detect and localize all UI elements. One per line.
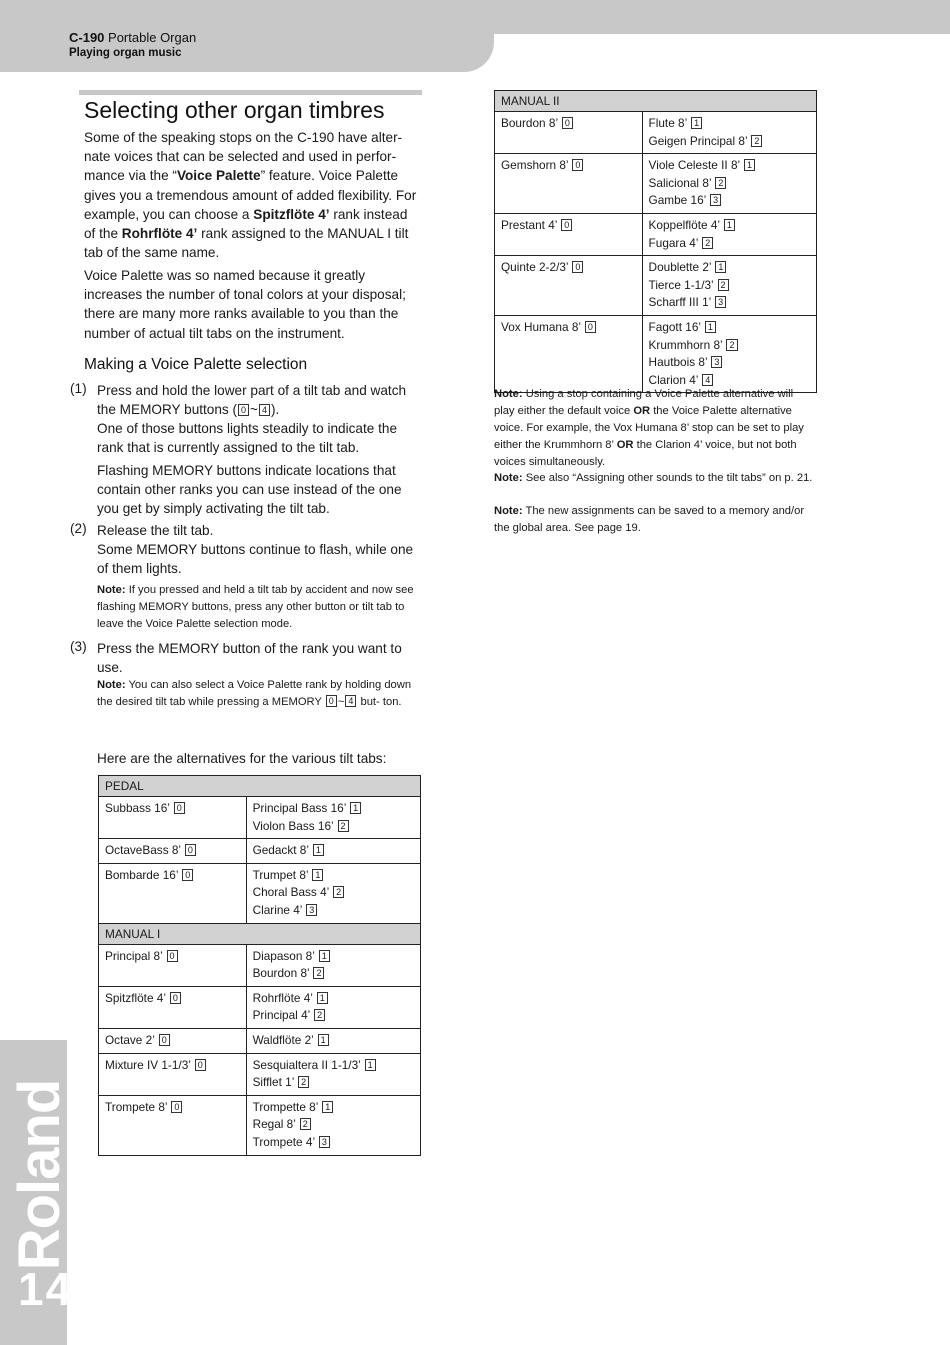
table-row — [99, 839, 421, 864]
memory-key: 0 — [159, 1034, 170, 1046]
tilt-tab-cell — [99, 986, 247, 1028]
memory-key: 2 — [751, 135, 762, 147]
memory-key: 4 — [702, 374, 713, 386]
alternative-voice — [649, 217, 810, 235]
alternatives-cell — [246, 797, 420, 839]
memory-key: 0 — [185, 844, 196, 856]
alternative-voice-name: Gambe 16’ — [648, 193, 706, 208]
memory-key: 0 — [561, 219, 572, 231]
alternative-voice-name: Krummhorn 8’ — [648, 337, 723, 352]
memory-key: 1 — [313, 844, 324, 856]
alternative-voice-name: Sifflet 1’ — [252, 1075, 294, 1090]
memory-key: 0 — [174, 802, 185, 814]
memory-key: 1 — [318, 1034, 329, 1046]
step-2-detail: Some MEMORY buttons continue to flash, while one of them lights. — [97, 542, 414, 577]
alternative-voice — [253, 867, 414, 885]
tilt-tab-name: Bourdon 8’ — [501, 116, 558, 130]
tilt-tab-cell — [99, 1028, 247, 1053]
alternative-voice — [253, 990, 414, 1008]
table-row — [99, 944, 421, 986]
alternatives-cell — [246, 1028, 420, 1053]
alternative-voice — [649, 277, 810, 295]
tilt-tab-name: Quinte 2-2/3’ — [501, 260, 569, 275]
alternative-voice-name: Clarine 4’ — [252, 902, 302, 917]
alternatives-cell — [246, 944, 420, 986]
memory-key: 0 — [562, 117, 573, 129]
table-section-header — [99, 776, 421, 797]
memory-key: 0 — [572, 261, 583, 273]
alternative-voice-name: Fagott 16’ — [648, 319, 701, 334]
alternative-voice-name: Scharff III 1’ — [648, 295, 711, 310]
alternative-voice — [253, 800, 414, 818]
tilt-tab-name: Trompete 8’ — [105, 1099, 168, 1114]
alternative-voice — [253, 1057, 414, 1075]
memory-key: 1 — [312, 869, 323, 881]
tilt-tab-cell — [495, 154, 643, 214]
note-voice-palette: Note: Using a stop containing a Voice Palette alternative will play either the default voice OR the Voice Palette alternative voice. For example, the Vox Humana 8’ stop can be set to play either the Krummhorn 8’ OR the Clarion 4’ voice, but not both voices simultaneously. — [494, 388, 804, 468]
table-row — [99, 1095, 421, 1155]
left-voice-table — [98, 775, 421, 1156]
alternative-voice — [253, 1007, 414, 1025]
alternative-voice — [253, 1116, 414, 1134]
tilt-tab-name: Mixture IV 1-1/3’ — [105, 1057, 191, 1072]
memory-key-0: 0 — [238, 404, 249, 416]
note-save-assignments: Note: The new assignments can be saved to a memory and/or the global area. See page 19. — [494, 505, 805, 534]
section-header-cell: MANUAL I — [99, 923, 421, 944]
tilt-tab-cell — [495, 256, 643, 316]
alternatives-cell — [246, 863, 420, 923]
alternative-voice — [253, 965, 414, 983]
step-3-note: Note: You can also select a Voice Palette rank by holding down the desired tilt tab while pressing a MEMORY 0 ~ 4 but- ton. — [97, 679, 412, 708]
alternative-voice-name: Salicional 8’ — [648, 175, 712, 190]
tilt-tab-name: Bombarde 16’ — [105, 867, 179, 882]
memory-key: 0 — [167, 950, 178, 962]
alternative-voice — [253, 1074, 414, 1092]
alternative-voice — [649, 235, 810, 253]
alternative-voice — [253, 948, 414, 966]
alternative-voice-name: Principal Bass 16’ — [252, 801, 346, 815]
memory-key: 1 — [724, 219, 735, 231]
alternative-voice-name: Geigen Principal 8’ — [648, 133, 748, 148]
alternative-voice — [253, 842, 414, 860]
alternative-voice-name: Flute 8’ — [648, 116, 687, 130]
memory-key: 1 — [350, 802, 361, 814]
memory-key: 0 — [182, 869, 193, 881]
table-row — [495, 213, 817, 255]
alternatives-cell — [642, 315, 816, 392]
roland-logo: Roland — [7, 1079, 72, 1271]
tilt-tab-cell — [99, 1053, 247, 1095]
memory-key: 0 — [171, 1101, 182, 1113]
tilt-tab-name: Principal 8’ — [105, 948, 163, 963]
alternative-voice — [649, 157, 810, 175]
table-section-header — [99, 923, 421, 944]
alternative-voice-name: Rohrflöte 4’ — [252, 990, 313, 1005]
memory-key: 2 — [333, 886, 344, 898]
tilt-tab-cell — [99, 944, 247, 986]
step-number: (3) — [70, 639, 87, 654]
table-intro: Here are the alternatives for the various tilt tabs: — [97, 751, 387, 766]
alternative-voice-name: Principal 4’ — [252, 1008, 310, 1023]
memory-key: 2 — [726, 339, 737, 351]
table-row — [99, 1053, 421, 1095]
tilt-tab-name: Subbass 16’ — [105, 801, 170, 815]
voice-palette-paragraph: Voice Palette was so named because it greatly increases the number of tonal colors at your disposal; there are many more ranks available to you than the number of actual tilt tabs on the instrument. — [84, 268, 406, 341]
step-2-text: Release the tilt tab. — [97, 523, 214, 538]
alternative-voice-name: Hautbois 8’ — [648, 355, 708, 370]
tilt-tab-name: Vox Humana 8’ — [501, 319, 581, 334]
page-number: 14 — [18, 1263, 74, 1315]
table-row — [495, 112, 817, 154]
memory-key: 2 — [715, 177, 726, 189]
alternative-voice-name: Gedackt 8’ — [252, 843, 309, 858]
alternative-voice-name: Diapason 8’ — [252, 948, 315, 963]
alternative-voice — [253, 818, 414, 836]
alternatives-cell — [246, 1053, 420, 1095]
alternative-voice — [649, 175, 810, 193]
alternatives-cell — [642, 112, 816, 154]
memory-key-4: 4 — [259, 404, 270, 416]
memory-key-4: 4 — [345, 695, 356, 707]
alternative-voice — [253, 1099, 414, 1117]
tilt-tab-name: OctaveBass 8’ — [105, 843, 181, 858]
alternative-voice-name: Fugara 4’ — [648, 235, 698, 250]
tilt-tab-cell — [99, 797, 247, 839]
alternative-voice-name: Trompette 8’ — [252, 1099, 318, 1114]
section-header-cell: MANUAL II — [495, 91, 817, 112]
step-number: (1) — [70, 381, 87, 396]
memory-key: 2 — [298, 1076, 309, 1088]
alternative-voice — [649, 259, 810, 277]
step-1-text: Press and hold the lower part of a tilt tab and watch the MEMORY buttons ( 0 ~ 4 ). — [97, 383, 407, 418]
memory-key: 2 — [702, 237, 713, 249]
memory-key: 2 — [300, 1118, 311, 1130]
memory-key: 1 — [715, 261, 726, 273]
header-subtitle: Playing organ music — [69, 47, 182, 59]
memory-key: 3 — [710, 194, 721, 206]
tilt-tab-name: Spitzflöte 4’ — [105, 990, 166, 1005]
section-title: Selecting other organ timbres — [84, 97, 385, 123]
table-row — [495, 256, 817, 316]
alternative-voice — [253, 1134, 414, 1152]
tilt-tab-cell — [99, 1095, 247, 1155]
alternative-voice — [649, 133, 810, 151]
table-section-header — [495, 91, 817, 112]
tilt-tab-name: Prestant 4’ — [501, 217, 557, 232]
memory-key: 1 — [365, 1059, 376, 1071]
table-row — [99, 797, 421, 839]
alternative-voice-name: Sesquialtera II 1-1/3’ — [252, 1057, 361, 1072]
section-header-cell: PEDAL — [99, 776, 421, 797]
memory-key: 3 — [711, 356, 722, 368]
tilt-tab-cell — [99, 863, 247, 923]
memory-key: 1 — [744, 159, 755, 171]
alternative-voice-name: Regal 8’ — [252, 1117, 296, 1132]
alternative-voice — [649, 319, 810, 337]
memory-key: 0 — [585, 321, 596, 333]
step-1-detail: One of those buttons lights steadily to indicate the rank that is currently assigned to the tilt tab. — [97, 421, 398, 456]
alternative-voice — [649, 115, 810, 133]
tilt-tab-cell — [495, 112, 643, 154]
memory-key: 3 — [319, 1136, 330, 1148]
alternative-voice — [253, 884, 414, 902]
alternative-voice-name: Choral Bass 4’ — [252, 885, 329, 900]
memory-key: 1 — [691, 117, 702, 129]
memory-key: 0 — [170, 992, 181, 1004]
header-title: C-190 Portable Organ — [69, 30, 197, 45]
alternatives-cell — [246, 839, 420, 864]
memory-key-0: 0 — [326, 695, 337, 707]
step-3-text: Press the MEMORY button of the rank you want to use. — [97, 641, 402, 676]
table-row — [99, 863, 421, 923]
alternative-voice — [649, 192, 810, 210]
right-voice-table — [494, 90, 817, 393]
note-see-also: Note: See also “Assigning other sounds to the tilt tabs” on p. 21. — [494, 472, 813, 484]
memory-key: 2 — [338, 820, 349, 832]
alternative-voice — [649, 337, 810, 355]
step-1-detail-2: Flashing MEMORY buttons indicate locations that contain other ranks you can use instead of the one you get by simply activating the tilt tab. — [97, 463, 402, 517]
alternative-voice-name: Waldflöte 2’ — [252, 1032, 314, 1047]
alternative-voice-name: Koppelflöte 4’ — [648, 217, 720, 232]
memory-key: 3 — [306, 904, 317, 916]
memory-key: 3 — [715, 296, 726, 308]
alternative-voice — [253, 902, 414, 920]
alternative-voice-name: Violon Bass 16’ — [252, 818, 334, 833]
step-2-note: Note: If you pressed and held a tilt tab by accident and now see flashing MEMORY buttons, press any other button or tilt tab to leave the Voice Palette selection mode. — [97, 584, 414, 630]
memory-key: 2 — [718, 279, 729, 291]
memory-key: 1 — [705, 321, 716, 333]
alternative-voice-name: Tierce 1-1/3’ — [648, 277, 714, 292]
alternatives-cell — [642, 213, 816, 255]
memory-key: 0 — [195, 1059, 206, 1071]
step-number: (2) — [70, 521, 87, 536]
memory-key: 2 — [314, 1009, 325, 1021]
alternative-voice — [253, 1032, 414, 1050]
alternative-voice-name: Trompete 4’ — [252, 1134, 315, 1149]
table-row — [495, 154, 817, 214]
tilt-tab-name: Octave 2’ — [105, 1032, 155, 1047]
memory-key: 2 — [313, 967, 324, 979]
alternatives-cell — [642, 154, 816, 214]
alternative-voice-name: Clarion 4’ — [648, 372, 698, 387]
alternatives-cell — [246, 1095, 420, 1155]
alternative-voice-name: Viole Celeste II 8’ — [648, 158, 740, 173]
memory-key: 1 — [317, 992, 328, 1004]
alternative-voice-name: Doublette 2’ — [648, 260, 712, 275]
memory-key: 0 — [572, 159, 583, 171]
intro-paragraph: Some of the speaking stops on the C-190 have alter- nate voices that can be selected and used in perfor- mance via the “Voice Palette” feature. Voice Palette gives you a tremendous amount of added flexibility. For example, you can choose a Spitzflöte 4’ rank instead of the Rohrflöte 4’ rank assigned to the MANUAL I tilt tab of the same name. — [84, 130, 417, 261]
tilt-tab-name: Gemshorn 8’ — [501, 158, 569, 173]
memory-key: 1 — [319, 950, 330, 962]
alternatives-cell — [642, 256, 816, 316]
subsection-title: Making a Voice Palette selection — [84, 356, 308, 373]
section-rule — [79, 90, 422, 95]
memory-key: 1 — [322, 1101, 333, 1113]
table-row — [99, 986, 421, 1028]
tilt-tab-cell — [495, 315, 643, 392]
alternative-voice — [649, 354, 810, 372]
alternative-voice-name: Trumpet 8’ — [252, 867, 309, 882]
table-row — [495, 315, 817, 392]
table-row — [99, 1028, 421, 1053]
tilt-tab-cell — [99, 839, 247, 864]
tilt-tab-cell — [495, 213, 643, 255]
alternatives-cell — [246, 986, 420, 1028]
alternative-voice-name: Bourdon 8’ — [252, 966, 310, 981]
alternative-voice — [649, 294, 810, 312]
